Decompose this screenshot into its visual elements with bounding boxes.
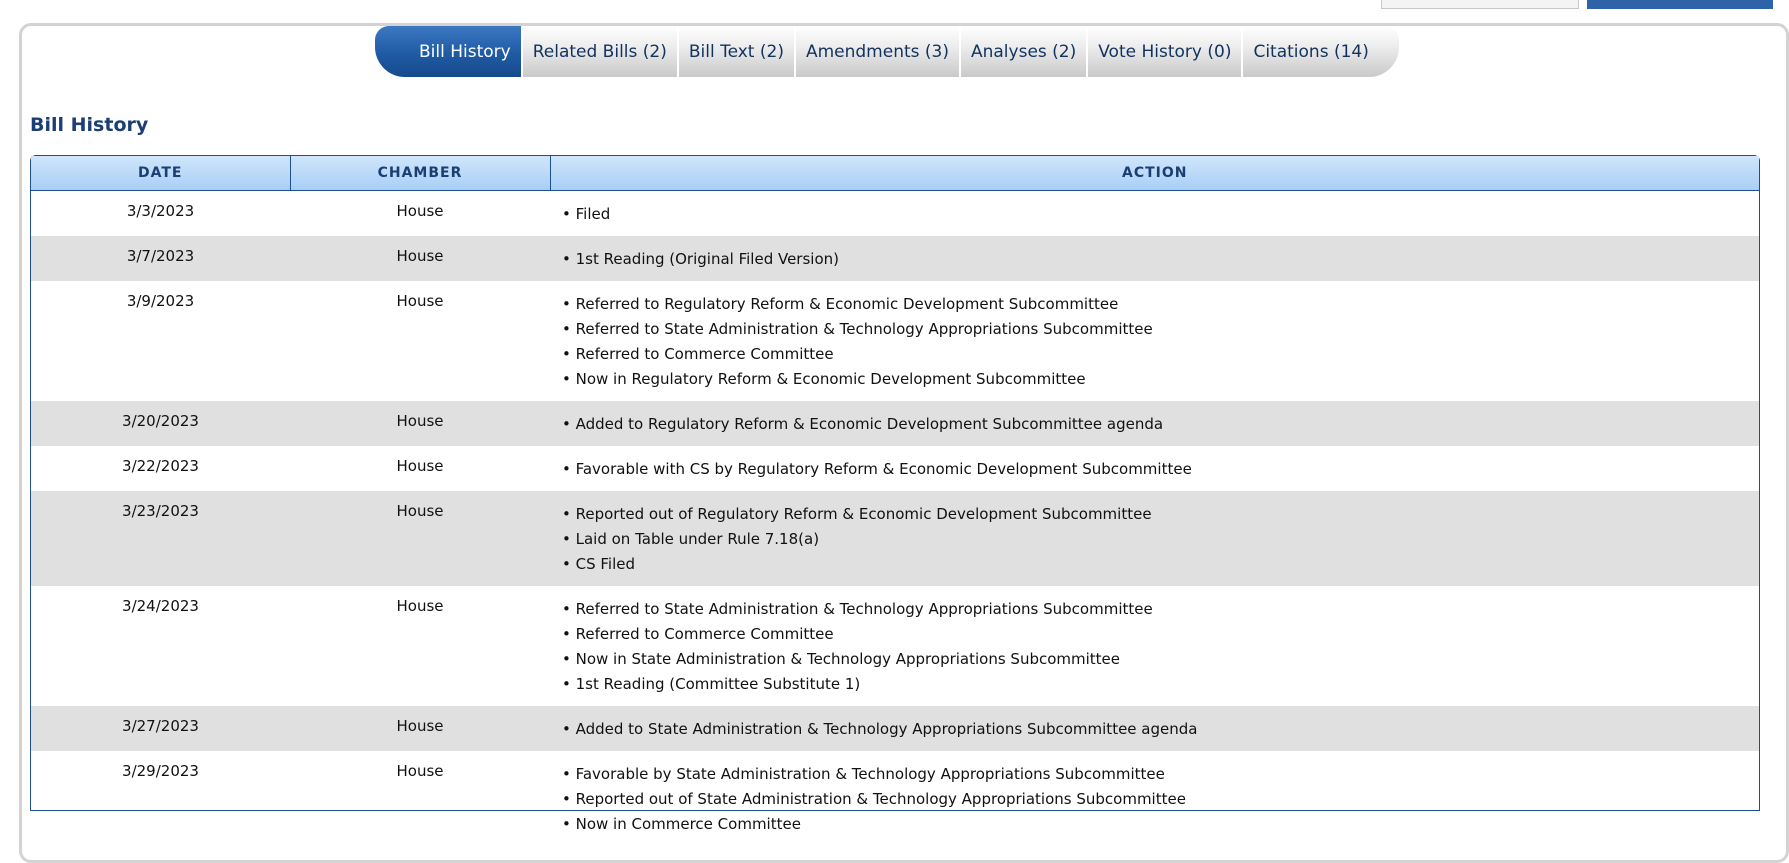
tab-related-bills[interactable]: Related Bills (2) — [523, 26, 679, 77]
bill-history-table — [30, 155, 1760, 833]
row-date: 3/9/2023 — [126, 292, 195, 310]
action-item: • Laid on Table under Rule 7.18(a) — [562, 530, 820, 548]
action-item: • 1st Reading (Original Filed Version) — [562, 250, 839, 268]
action-item: • Favorable with CS by Regulatory Reform & Economic Development Subcommittee — [562, 460, 1192, 478]
row-chamber: House — [290, 401, 550, 446]
action-item: • Now in Commerce Committee — [562, 815, 801, 833]
row-actions — [550, 401, 1759, 446]
tab-bill-history[interactable]: Bill History — [375, 26, 523, 77]
top-action-button-edge[interactable] — [1587, 0, 1773, 9]
table-row — [31, 446, 1759, 491]
table-row — [31, 281, 1759, 401]
row-chamber: House — [396, 597, 444, 615]
action-item: • Reported out of State Administration & Technology Appropriations Subcommittee — [562, 790, 1186, 808]
tab-analyses[interactable]: Analyses (2) — [961, 26, 1088, 77]
action-item: • Now in State Administration & Technology Appropriations Subcommittee — [562, 650, 1121, 668]
row-date: 3/3/2023 — [126, 202, 195, 220]
date-column-header: DATE — [31, 156, 290, 191]
row-date: 3/29/2023 — [122, 762, 199, 780]
action-item: • Referred to State Administration & Technology Appropriations Subcommittee — [562, 320, 1153, 338]
action-item: • CS Filed — [562, 555, 636, 573]
row-actions — [550, 751, 1759, 846]
action-item: • Referred to State Administration & Technology Appropriations Subcommittee — [562, 600, 1153, 618]
table-row — [31, 191, 1759, 237]
table-row — [31, 706, 1759, 751]
table-row — [31, 751, 1759, 846]
action-item: • Referred to Commerce Committee — [562, 345, 834, 363]
action-item: • Filed — [562, 205, 611, 223]
action-column-header: ACTION — [550, 156, 1759, 191]
row-date: 3/24/2023 — [122, 597, 199, 615]
row-date: 3/22/2023 — [122, 457, 199, 475]
bill-tabs — [375, 26, 1399, 77]
row-actions — [550, 586, 1759, 706]
row-chamber: House — [290, 236, 550, 281]
row-actions — [550, 446, 1759, 491]
action-item: • Now in Regulatory Reform & Economic Development Subcommittee — [562, 370, 1086, 388]
row-actions — [550, 191, 1759, 237]
row-date: 3/23/2023 — [31, 491, 290, 586]
action-item: • Reported out of Regulatory Reform & Economic Development Subcommittee — [562, 505, 1152, 523]
row-date: 3/7/2023 — [31, 236, 290, 281]
action-item: • 1st Reading (Committee Substitute 1) — [562, 675, 861, 693]
row-chamber: House — [396, 457, 444, 475]
row-date: 3/20/2023 — [31, 401, 290, 446]
action-item: • Referred to Commerce Committee — [562, 625, 834, 643]
table-row — [31, 586, 1759, 706]
tab-citations[interactable]: Citations (14) — [1243, 26, 1398, 77]
row-chamber: House — [396, 202, 444, 220]
row-actions — [550, 236, 1759, 281]
row-actions — [550, 281, 1759, 401]
table-row — [31, 491, 1759, 586]
action-item: • Favorable by State Administration & Technology Appropriations Subcommittee — [562, 765, 1165, 783]
row-chamber: House — [290, 706, 550, 751]
tab-amendments[interactable]: Amendments (3) — [796, 26, 961, 77]
table-row — [31, 236, 1759, 281]
tab-bill-text[interactable]: Bill Text (2) — [679, 26, 796, 77]
action-item: • Added to Regulatory Reform & Economic Development Subcommittee agenda — [562, 415, 1164, 433]
table-header-row — [31, 156, 1759, 191]
top-search-field-edge[interactable] — [1381, 0, 1579, 9]
table-body — [31, 191, 1759, 847]
row-actions — [550, 706, 1759, 751]
row-actions — [550, 491, 1759, 586]
row-chamber: House — [396, 292, 444, 310]
action-item: • Added to State Administration & Technology Appropriations Subcommittee agenda — [562, 720, 1198, 738]
action-item: • Referred to Regulatory Reform & Economic Development Subcommittee — [562, 295, 1119, 313]
chamber-column-header: CHAMBER — [290, 156, 550, 191]
tab-vote-history[interactable]: Vote History (0) — [1088, 26, 1243, 77]
table-row — [31, 401, 1759, 446]
row-chamber: House — [396, 762, 444, 780]
row-date: 3/27/2023 — [31, 706, 290, 751]
section-title: Bill History — [30, 114, 149, 136]
row-chamber: House — [290, 491, 550, 586]
